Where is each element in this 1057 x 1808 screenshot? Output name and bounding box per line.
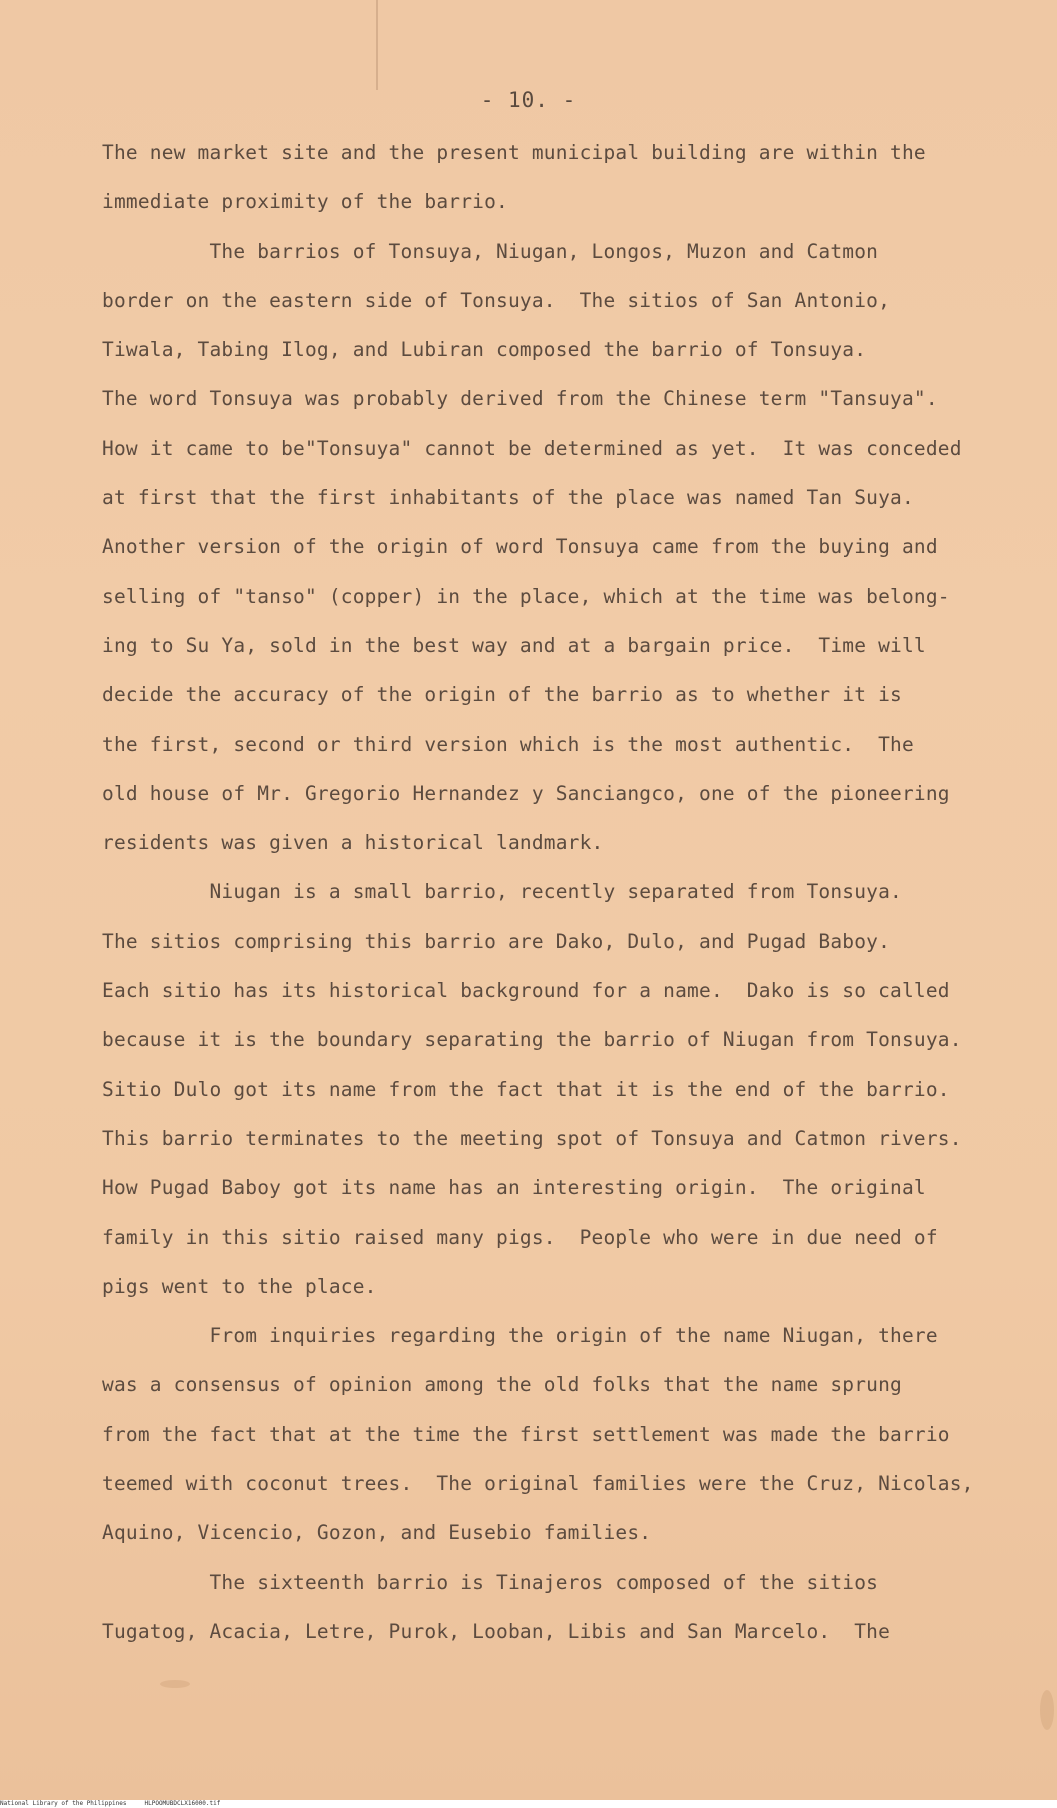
text-line: The new market site and the present municipal building are within the [102, 141, 926, 164]
text-line: Each sitio has its historical background for a name. Dako is so called [102, 979, 950, 1003]
text-line: The sitios comprising this barrio are Dako, Dulo, and Pugad Baboy. [102, 929, 891, 953]
page-number: - 10. - [480, 88, 577, 112]
text-line: the first, second or third version which is the most authentic. The [102, 732, 914, 756]
text-line: immediate proximity of the barrio. [102, 190, 508, 214]
text-line: was a consensus of opinion among the old folks that the name sprung [102, 1373, 902, 1397]
text-line: at first that the first inhabitants of the place was named Tan Suya. [102, 486, 914, 510]
text-line: The barrios of Tonsuya, Niugan, Longos, Muzon and Catmon [102, 239, 879, 263]
footer-filename: HLPOOMUBDCLX16000.tif [144, 1800, 221, 1807]
text-line: ing to Su Ya, sold in the best way and at a bargain price. Time will [102, 633, 926, 657]
text-line: Another version of the origin of word Tonsuya came from the buying and [102, 535, 938, 559]
text-line: This barrio terminates to the meeting spot of Tonsuya and Catmon rivers. [102, 1126, 962, 1150]
text-line: Tiwala, Tabing Ilog, and Lubiran composed the barrio of Tonsuya. [102, 338, 867, 362]
text-line: Niugan is a small barrio, recently separated from Tonsuya. [102, 880, 902, 904]
text-line: decide the accuracy of the origin of the barrio as to whether it is [102, 683, 902, 707]
text-line: family in this sitio raised many pigs. People who were in due need of [102, 1225, 938, 1249]
footer-source: National Library of the Philippines [0, 1800, 127, 1807]
paper-crease [376, 0, 378, 90]
text-line: From inquiries regarding the origin of the name Niugan, there [102, 1324, 938, 1348]
text-line: because it is the boundary separating the barrio of Niugan from Tonsuya. [102, 1028, 962, 1052]
text-line: selling of "tanso" (copper) in the place, which at the time was belong- [102, 584, 950, 608]
text-line: residents was given a historical landmark. [102, 831, 604, 855]
text-line: How it came to be"Tonsuya" cannot be determined as yet. It was conceded [102, 436, 962, 460]
text-line: teemed with coconut trees. The original families were the Cruz, Nicolas, [102, 1472, 974, 1496]
document-body [102, 138, 1002, 1666]
text-line: The word Tonsuya was probably derived from the Chinese term "Tansuya". [102, 387, 938, 411]
text-line: Sitio Dulo got its name from the fact that it is the end of the barrio. [102, 1077, 950, 1101]
text-line: How Pugad Baboy got its name has an interesting origin. The original [102, 1176, 926, 1200]
text-line: old house of Mr. Gregorio Hernandez y Sanciangco, one of the pioneering [102, 781, 950, 805]
paper-stain [1040, 1690, 1054, 1730]
text-line: Aquino, Vicencio, Gozon, and Eusebio families. [102, 1521, 652, 1545]
paper-stain [160, 1680, 190, 1688]
scan-footer [0, 1800, 1057, 1808]
text-line: pigs went to the place. [102, 1274, 377, 1298]
text-line: from the fact that at the time the first settlement was made the barrio [102, 1422, 950, 1446]
text-line: border on the eastern side of Tonsuya. The sitios of San Antonio, [102, 288, 891, 312]
text-line: The sixteenth barrio is Tinajeros composed of the sitios [102, 1570, 879, 1594]
text-line: Tugatog, Acacia, Letre, Purok, Looban, Libis and San Marcelo. The [102, 1619, 891, 1643]
